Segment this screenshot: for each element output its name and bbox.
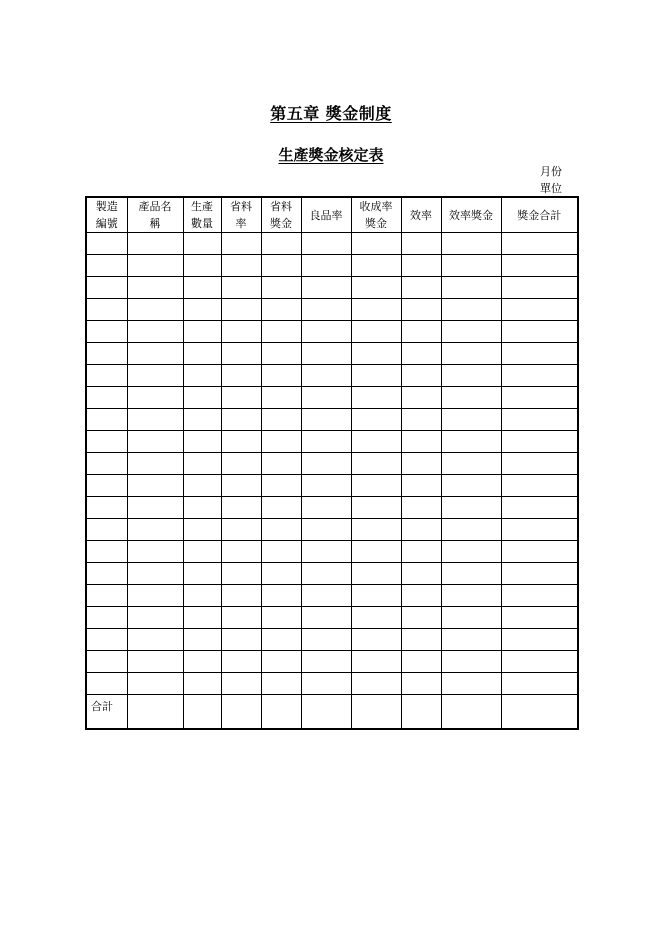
table-cell[interactable]: [441, 629, 501, 651]
table-cell[interactable]: [183, 563, 221, 585]
table-cell[interactable]: [127, 607, 183, 629]
table-cell[interactable]: [261, 387, 301, 409]
table-cell[interactable]: [86, 453, 127, 475]
column-header-line: 效率: [410, 208, 432, 222]
total-cell[interactable]: [261, 695, 301, 730]
table-cell[interactable]: [401, 409, 441, 431]
table-cell[interactable]: [441, 673, 501, 695]
table-cell[interactable]: [221, 255, 261, 277]
table-cell[interactable]: [301, 475, 351, 497]
table-cell[interactable]: [351, 585, 401, 607]
table-cell[interactable]: [401, 519, 441, 541]
table-cell[interactable]: [441, 409, 501, 431]
table-cell[interactable]: [221, 585, 261, 607]
table-cell[interactable]: [441, 519, 501, 541]
table-cell[interactable]: [401, 255, 441, 277]
table-cell[interactable]: [86, 343, 127, 365]
table-cell[interactable]: [261, 453, 301, 475]
table-cell[interactable]: [401, 321, 441, 343]
column-header-line: 產品名: [138, 200, 172, 213]
table-cell[interactable]: [401, 277, 441, 299]
table-cell[interactable]: [221, 343, 261, 365]
table-cell[interactable]: [127, 431, 183, 453]
column-header-line: 獎金: [365, 217, 387, 230]
table-cell[interactable]: [183, 387, 221, 409]
table-row: [86, 277, 578, 299]
table-row: [86, 541, 578, 563]
form-title: 生產獎金核定表: [278, 146, 384, 164]
table-cell[interactable]: [301, 233, 351, 255]
column-header-line: 數量: [191, 217, 213, 230]
table-cell[interactable]: [401, 629, 441, 651]
table-cell[interactable]: [127, 541, 183, 563]
table-cell[interactable]: [501, 563, 578, 585]
table-cell[interactable]: [501, 629, 578, 651]
table-row: [86, 409, 578, 431]
table-cell[interactable]: [401, 365, 441, 387]
table-row: [86, 233, 578, 255]
table-cell[interactable]: [301, 607, 351, 629]
table-cell[interactable]: [501, 541, 578, 563]
table-cell[interactable]: [127, 321, 183, 343]
table-cell[interactable]: [127, 673, 183, 695]
column-header-line: 省料: [230, 200, 252, 213]
table-header-row: [86, 197, 578, 233]
column-header-line: 生產: [191, 200, 213, 213]
table-cell[interactable]: [86, 409, 127, 431]
table-cell[interactable]: [261, 321, 301, 343]
table-row: [86, 299, 578, 321]
table-cell[interactable]: [183, 651, 221, 673]
table-cell[interactable]: [221, 673, 261, 695]
table-row: [86, 519, 578, 541]
table-row: [86, 431, 578, 453]
table-cell[interactable]: [221, 607, 261, 629]
table-cell[interactable]: [127, 387, 183, 409]
table-cell[interactable]: [183, 409, 221, 431]
table-cell[interactable]: [221, 629, 261, 651]
table-row: [86, 607, 578, 629]
table-cell[interactable]: [301, 651, 351, 673]
table-cell[interactable]: [401, 475, 441, 497]
table-cell[interactable]: [501, 475, 578, 497]
table-cell[interactable]: [86, 233, 127, 255]
table-cell[interactable]: [183, 453, 221, 475]
total-row: [86, 695, 578, 730]
table-cell[interactable]: [261, 299, 301, 321]
table-cell[interactable]: [301, 585, 351, 607]
column-header-manufacturing-no: [86, 197, 127, 233]
table-cell[interactable]: [501, 255, 578, 277]
table-row: [86, 673, 578, 695]
table-cell[interactable]: [261, 233, 301, 255]
table-cell[interactable]: [221, 541, 261, 563]
table-cell[interactable]: [86, 299, 127, 321]
table-cell[interactable]: [127, 299, 183, 321]
table-cell[interactable]: [301, 365, 351, 387]
table-cell[interactable]: [441, 365, 501, 387]
table-cell[interactable]: [351, 321, 401, 343]
total-cell[interactable]: [183, 695, 221, 730]
table-cell[interactable]: [221, 431, 261, 453]
table-cell[interactable]: [221, 497, 261, 519]
table-cell[interactable]: [501, 277, 578, 299]
table-cell[interactable]: [441, 651, 501, 673]
table-cell[interactable]: [301, 673, 351, 695]
table-cell[interactable]: [401, 497, 441, 519]
table-cell[interactable]: [501, 365, 578, 387]
table-cell[interactable]: [127, 365, 183, 387]
column-header-line: 效率獎金: [449, 208, 493, 222]
table-row: [86, 387, 578, 409]
table-cell[interactable]: [441, 255, 501, 277]
table-cell[interactable]: [301, 299, 351, 321]
table-cell[interactable]: [441, 497, 501, 519]
table-cell[interactable]: [183, 299, 221, 321]
total-cell[interactable]: [351, 695, 401, 730]
total-cell[interactable]: [401, 695, 441, 730]
total-cell[interactable]: [127, 695, 183, 730]
table-cell[interactable]: [501, 431, 578, 453]
column-header-material-saving-rate: [221, 197, 261, 233]
table-cell[interactable]: [501, 409, 578, 431]
table-cell[interactable]: [127, 255, 183, 277]
table-cell[interactable]: [183, 431, 221, 453]
column-header-efficiency-bonus: [441, 197, 501, 233]
table-cell[interactable]: [351, 563, 401, 585]
table-cell[interactable]: [86, 365, 127, 387]
column-header-bonus-total: [501, 197, 578, 233]
table-cell[interactable]: [401, 651, 441, 673]
column-header-product-name: [127, 197, 183, 233]
column-header-line: 收成率: [359, 200, 393, 213]
table-cell[interactable]: [501, 453, 578, 475]
table-cell[interactable]: [351, 365, 401, 387]
table-cell[interactable]: [221, 387, 261, 409]
table-cell[interactable]: [441, 475, 501, 497]
table-cell[interactable]: [501, 651, 578, 673]
table-cell[interactable]: [183, 673, 221, 695]
table-cell[interactable]: [261, 673, 301, 695]
table-cell[interactable]: [501, 321, 578, 343]
table-cell[interactable]: [441, 431, 501, 453]
table-cell[interactable]: [301, 431, 351, 453]
table-cell[interactable]: [127, 343, 183, 365]
table-cell[interactable]: [86, 629, 127, 651]
table-cell[interactable]: [401, 299, 441, 321]
total-label: 合計: [86, 695, 127, 730]
table-cell[interactable]: [127, 629, 183, 651]
table-cell[interactable]: [401, 343, 441, 365]
table-cell[interactable]: [351, 541, 401, 563]
production-bonus-table: [85, 196, 579, 730]
table-cell[interactable]: [401, 541, 441, 563]
column-header-line: 省料: [270, 200, 292, 213]
column-header-production-qty: [183, 197, 221, 233]
table-cell[interactable]: [86, 607, 127, 629]
table-cell[interactable]: [261, 475, 301, 497]
table-cell[interactable]: [86, 673, 127, 695]
column-header-material-saving-bonus: [261, 197, 301, 233]
column-header-line: 編號: [95, 217, 118, 230]
table-cell[interactable]: [127, 475, 183, 497]
table-cell[interactable]: [401, 453, 441, 475]
table-cell[interactable]: [221, 365, 261, 387]
table-cell[interactable]: [351, 475, 401, 497]
table-cell[interactable]: [441, 343, 501, 365]
month-label: 月份: [540, 165, 562, 178]
column-header-line: 獎金合計: [517, 208, 562, 222]
table-cell[interactable]: [127, 453, 183, 475]
table-cell[interactable]: [351, 673, 401, 695]
table-cell[interactable]: [261, 541, 301, 563]
table-cell[interactable]: [221, 299, 261, 321]
table-cell[interactable]: [261, 343, 301, 365]
table-cell[interactable]: [86, 497, 127, 519]
table-cell[interactable]: [401, 563, 441, 585]
column-header-recovery-rate-bonus: [351, 197, 401, 233]
table-cell[interactable]: [301, 519, 351, 541]
column-header-line: 獎金: [270, 217, 292, 230]
table-cell[interactable]: [86, 255, 127, 277]
table-cell[interactable]: [183, 255, 221, 277]
table-cell[interactable]: [183, 475, 221, 497]
table-cell[interactable]: [351, 607, 401, 629]
table-cell[interactable]: [401, 233, 441, 255]
total-cell[interactable]: [501, 695, 578, 730]
total-cell[interactable]: [301, 695, 351, 730]
table-cell[interactable]: [127, 585, 183, 607]
table-cell[interactable]: [127, 563, 183, 585]
table-cell[interactable]: [86, 431, 127, 453]
table-row: [86, 629, 578, 651]
table-cell[interactable]: [351, 277, 401, 299]
table-cell[interactable]: [127, 519, 183, 541]
table-cell[interactable]: [501, 343, 578, 365]
table-cell[interactable]: [261, 519, 301, 541]
table-cell[interactable]: [401, 431, 441, 453]
table-cell[interactable]: [261, 431, 301, 453]
table-cell[interactable]: [127, 497, 183, 519]
table-cell[interactable]: [501, 299, 578, 321]
table-cell[interactable]: [221, 233, 261, 255]
table-cell[interactable]: [261, 585, 301, 607]
table-cell[interactable]: [441, 299, 501, 321]
table-cell[interactable]: [183, 607, 221, 629]
table-cell[interactable]: [501, 519, 578, 541]
table-cell[interactable]: [301, 629, 351, 651]
table-cell[interactable]: [221, 519, 261, 541]
table-cell[interactable]: [183, 585, 221, 607]
table-cell[interactable]: [401, 585, 441, 607]
table-cell[interactable]: [183, 321, 221, 343]
table-cell[interactable]: [301, 453, 351, 475]
table-cell[interactable]: [301, 343, 351, 365]
column-header-line: 良品率: [309, 208, 343, 222]
table-cell[interactable]: [351, 497, 401, 519]
table-cell[interactable]: [221, 475, 261, 497]
table-cell[interactable]: [86, 387, 127, 409]
table-cell[interactable]: [86, 277, 127, 299]
table-cell[interactable]: [441, 585, 501, 607]
total-cell[interactable]: [441, 695, 501, 730]
table-cell[interactable]: [441, 387, 501, 409]
table-row: [86, 343, 578, 365]
table-cell[interactable]: [501, 233, 578, 255]
table-cell[interactable]: [127, 277, 183, 299]
table-cell[interactable]: [351, 255, 401, 277]
table-cell[interactable]: [301, 409, 351, 431]
table-cell[interactable]: [301, 255, 351, 277]
table-cell[interactable]: [127, 233, 183, 255]
table-row: [86, 563, 578, 585]
table-cell[interactable]: [183, 629, 221, 651]
table-cell[interactable]: [261, 409, 301, 431]
table-cell[interactable]: [441, 233, 501, 255]
table-cell[interactable]: [86, 563, 127, 585]
table-cell[interactable]: [401, 673, 441, 695]
table-cell[interactable]: [441, 453, 501, 475]
chapter-title: 第五章 獎金制度: [270, 104, 392, 123]
table-cell[interactable]: [301, 321, 351, 343]
table-cell[interactable]: [221, 651, 261, 673]
table-row: [86, 255, 578, 277]
table-cell[interactable]: [261, 497, 301, 519]
table-row: [86, 475, 578, 497]
column-header-line: 製造: [95, 200, 118, 213]
table-cell[interactable]: [401, 387, 441, 409]
table-cell[interactable]: [351, 651, 401, 673]
table-cell[interactable]: [221, 453, 261, 475]
table-cell[interactable]: [441, 607, 501, 629]
table-cell[interactable]: [441, 321, 501, 343]
table-cell[interactable]: [221, 321, 261, 343]
table-row: [86, 453, 578, 475]
table-cell[interactable]: [351, 431, 401, 453]
table-cell[interactable]: [261, 365, 301, 387]
table-cell[interactable]: [183, 277, 221, 299]
table-cell[interactable]: [221, 277, 261, 299]
table-row: [86, 497, 578, 519]
table-cell[interactable]: [86, 651, 127, 673]
column-header-line: 稱: [149, 217, 161, 230]
table-row: [86, 651, 578, 673]
table-cell[interactable]: [301, 497, 351, 519]
table-cell[interactable]: [501, 497, 578, 519]
table-cell[interactable]: [183, 233, 221, 255]
table-row: [86, 321, 578, 343]
table-cell[interactable]: [351, 629, 401, 651]
table-cell[interactable]: [261, 629, 301, 651]
table-cell[interactable]: [183, 519, 221, 541]
table-cell[interactable]: [351, 299, 401, 321]
table-cell[interactable]: [183, 365, 221, 387]
table-cell[interactable]: [261, 277, 301, 299]
table-cell[interactable]: [401, 607, 441, 629]
table-row: [86, 585, 578, 607]
table-cell[interactable]: [301, 277, 351, 299]
table-cell[interactable]: [441, 541, 501, 563]
table-cell[interactable]: [351, 343, 401, 365]
table-cell[interactable]: [183, 343, 221, 365]
table-cell[interactable]: [86, 321, 127, 343]
table-cell[interactable]: [183, 497, 221, 519]
table-cell[interactable]: [301, 387, 351, 409]
table-cell[interactable]: [301, 541, 351, 563]
table-cell[interactable]: [441, 277, 501, 299]
table-cell[interactable]: [501, 607, 578, 629]
table-cell[interactable]: [501, 585, 578, 607]
table-cell[interactable]: [261, 607, 301, 629]
table-cell[interactable]: [351, 519, 401, 541]
total-cell[interactable]: [221, 695, 261, 730]
table-cell[interactable]: [501, 673, 578, 695]
table-cell[interactable]: [261, 651, 301, 673]
unit-label: 單位: [540, 182, 562, 195]
table-cell[interactable]: [501, 387, 578, 409]
table-cell[interactable]: [221, 563, 261, 585]
table-row: [86, 365, 578, 387]
table-cell[interactable]: [86, 541, 127, 563]
table-cell[interactable]: [301, 563, 351, 585]
table-cell[interactable]: [351, 233, 401, 255]
column-header-line: 率: [235, 217, 247, 230]
column-header-efficiency: [401, 197, 441, 233]
table-cell[interactable]: [86, 475, 127, 497]
table-cell[interactable]: [183, 541, 221, 563]
column-header-yield-rate: [301, 197, 351, 233]
table-cell[interactable]: [351, 387, 401, 409]
table-cell[interactable]: [351, 409, 401, 431]
table-cell[interactable]: [261, 563, 301, 585]
table-cell[interactable]: [351, 453, 401, 475]
table-cell[interactable]: [127, 409, 183, 431]
table-cell[interactable]: [261, 255, 301, 277]
table-cell[interactable]: [86, 519, 127, 541]
table-cell[interactable]: [441, 563, 501, 585]
table-cell[interactable]: [86, 585, 127, 607]
table-cell[interactable]: [221, 409, 261, 431]
table-cell[interactable]: [127, 651, 183, 673]
